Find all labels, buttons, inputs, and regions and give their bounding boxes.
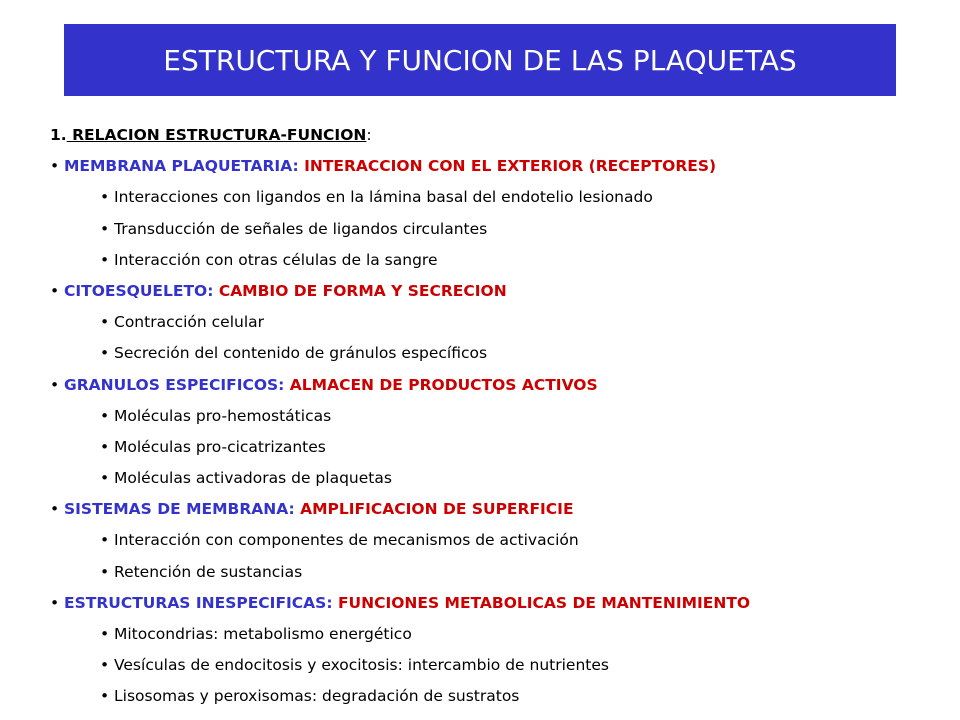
bullet-icon: • xyxy=(100,625,110,643)
category-function: FUNCIONES METABOLICAS DE MANTENIMIENTO xyxy=(337,593,751,612)
category-item xyxy=(50,588,930,619)
sub-item xyxy=(50,182,930,213)
category-label: MEMBRANA PLAQUETARIA: xyxy=(64,157,305,176)
category-item xyxy=(50,151,930,182)
sub-item xyxy=(50,214,930,245)
sub-item xyxy=(50,432,930,463)
sub-item-text: Contracción celular xyxy=(114,313,265,332)
sub-item-text: Interacción con otras células de la sangre xyxy=(114,250,438,269)
sub-item xyxy=(50,681,930,712)
category-label: SISTEMAS DE MEMBRANA: xyxy=(64,500,301,519)
bullet-icon: • xyxy=(100,188,110,207)
heading-suffix: : xyxy=(366,126,372,144)
category-function: AMPLIFICACION DE SUPERFICIE xyxy=(300,500,574,519)
heading-text: RELACION ESTRUCTURA-FUNCION xyxy=(66,126,367,144)
sub-item-text: Transducción de señales de ligandos circulantes xyxy=(114,219,488,238)
heading-number: 1. xyxy=(50,126,67,144)
bullet-icon: • xyxy=(50,375,60,394)
category-label: GRANULOS ESPECIFICOS: xyxy=(64,375,290,394)
category-function: INTERACCION CON EL EXTERIOR (RECEPTORES) xyxy=(304,157,717,176)
sub-item xyxy=(50,619,930,650)
bullet-icon: • xyxy=(100,406,110,425)
sub-item xyxy=(50,338,930,369)
bullet-icon: • xyxy=(100,469,110,488)
category-function: ALMACEN DE PRODUCTOS ACTIVOS xyxy=(289,375,598,394)
category-item xyxy=(50,494,930,525)
bullet-icon: • xyxy=(50,593,60,612)
bullet-icon: • xyxy=(100,562,110,581)
sub-item-text: Secreción del contenido de gránulos específicos xyxy=(114,344,488,363)
bullet-icon: • xyxy=(50,281,60,300)
bullet-icon: • xyxy=(100,250,110,269)
bullet-icon: • xyxy=(100,687,110,706)
bullet-icon: • xyxy=(100,313,110,332)
sub-item-text: Moléculas activadoras de plaquetas xyxy=(114,469,392,488)
bullet-icon: • xyxy=(100,344,110,363)
slide-content xyxy=(50,120,930,713)
sub-item-text: Interacciones con ligandos en la lámina basal del endotelio lesionado xyxy=(114,188,653,207)
bullet-icon: • xyxy=(50,500,60,519)
bullet-icon: • xyxy=(100,531,110,550)
bullet-icon: • xyxy=(100,437,110,456)
sub-item xyxy=(50,401,930,432)
category-list xyxy=(50,151,930,712)
sub-item-text: Retención de sustancias xyxy=(114,562,303,581)
sub-item-text: Moléculas pro-hemostáticas xyxy=(114,406,332,425)
sub-item-text: Mitocondrias: metabolismo energético xyxy=(114,625,412,643)
sub-item-text: Moléculas pro-cicatrizantes xyxy=(114,437,326,456)
bullet-icon: • xyxy=(50,157,60,176)
sub-item xyxy=(50,245,930,276)
category-item xyxy=(50,276,930,307)
page-title: ESTRUCTURA Y FUNCION DE LAS PLAQUETAS xyxy=(163,43,797,77)
category-item xyxy=(50,370,930,401)
sub-item xyxy=(50,463,930,494)
category-function: CAMBIO DE FORMA Y SECRECION xyxy=(218,281,507,300)
sub-item xyxy=(50,650,930,681)
title-banner xyxy=(64,24,896,96)
sub-item xyxy=(50,525,930,556)
category-label: ESTRUCTURAS INESPECIFICAS: xyxy=(64,593,338,612)
category-label: CITOESQUELETO: xyxy=(64,281,219,300)
sub-item-text: Lisosomas y peroxisomas: degradación de sustratos xyxy=(114,687,520,706)
section-heading xyxy=(50,120,930,151)
sub-item-text: Vesículas de endocitosis y exocitosis: intercambio de nutrientes xyxy=(114,656,609,675)
sub-item xyxy=(50,557,930,588)
bullet-icon: • xyxy=(100,656,110,675)
sub-item xyxy=(50,307,930,338)
bullet-icon: • xyxy=(100,219,110,238)
sub-item-text: Interacción con componentes de mecanismos de activación xyxy=(114,531,579,550)
